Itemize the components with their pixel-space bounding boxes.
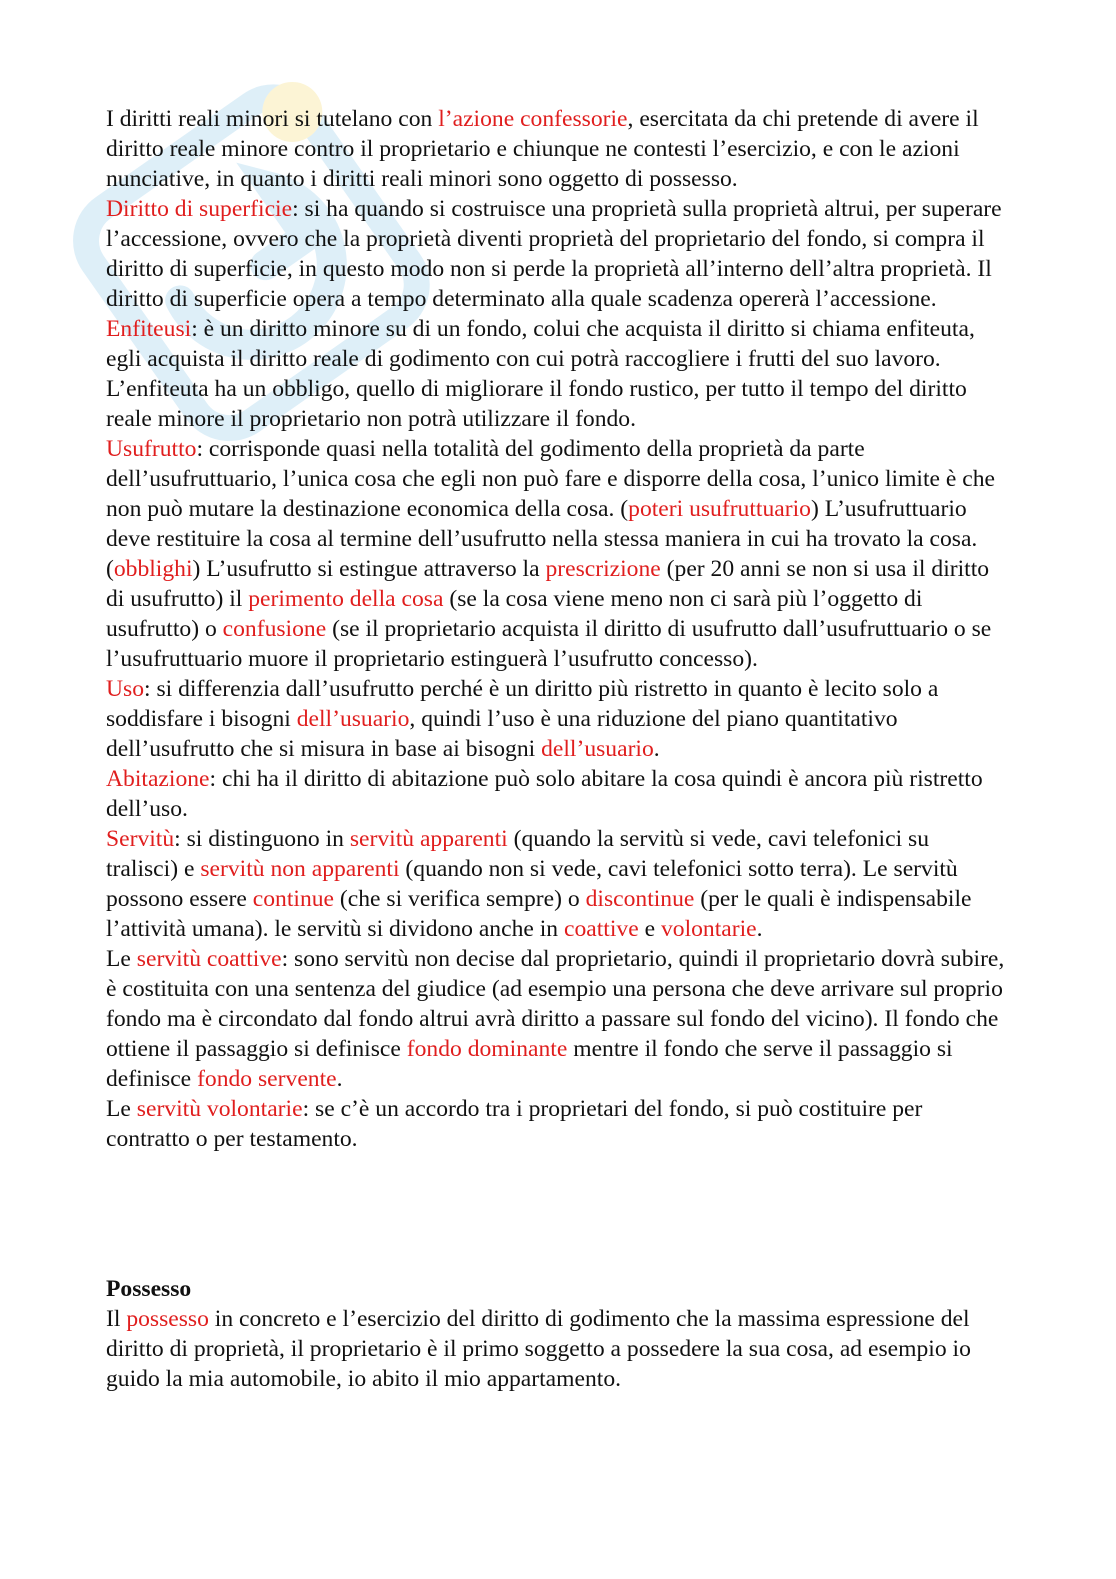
body-text: : se c’è un accordo tra i proprietari del fondo, si può costituire per contratto o per testamento.	[106, 1096, 923, 1152]
paragraph	[106, 674, 1006, 764]
paragraph	[106, 314, 1006, 434]
body-text: (per 20 anni se non si usa il diritto di usufrutto) il	[106, 556, 990, 612]
paragraph	[106, 1094, 1006, 1154]
highlighted-term: coattive	[564, 916, 639, 942]
highlighted-term: fondo dominante	[406, 1036, 568, 1062]
highlighted-term: poteri usufruttuario	[628, 496, 811, 522]
paragraph-list	[106, 104, 1006, 1154]
body-text: : si distinguono in	[174, 826, 350, 852]
body-text: in concreto e l’esercizio del diritto di godimento che la massima espressione del diritto di proprietà, il proprietario è il primo soggetto a possedere la sua cosa, ad esempio io guido la mia automobile, io abito il mio appartamento.	[106, 1306, 971, 1392]
highlighted-term: fondo servente	[197, 1066, 337, 1092]
highlighted-term: perimento della cosa	[248, 586, 444, 612]
document-body	[106, 104, 1006, 1394]
highlighted-term: l’azione confessorie	[438, 106, 628, 132]
body-text: : chi ha il diritto di abitazione può solo abitare la cosa quindi è ancora più ristretto dell’uso.	[106, 766, 983, 822]
paragraph	[106, 434, 1006, 674]
body-text: (se la cosa viene meno non ci sarà più l’oggetto di usufrutto) o	[106, 586, 923, 642]
body-text: (quando non si vede, cavi telefonici sotto terra). Le servitù possono essere	[106, 856, 958, 912]
highlighted-term: continue	[252, 886, 335, 912]
body-text: : si differenzia dall’usufrutto perché è un diritto più ristretto in quanto è lecito solo a soddisfare i bisogni	[106, 676, 939, 732]
paragraph	[106, 104, 1006, 194]
paragraph	[106, 194, 1006, 314]
highlighted-term: Uso	[106, 676, 145, 702]
highlighted-term: possesso	[126, 1306, 209, 1332]
body-text: .	[336, 1066, 343, 1092]
highlighted-term: Usufrutto	[106, 436, 197, 462]
body-text: , esercitata da chi pretende di avere il diritto reale minore contro il proprietario e chiunque ne contesti l’esercizio, e con le azioni nunciative, in quanto i diritti reali minori sono oggetto di possesso.	[106, 106, 979, 192]
highlighted-term: Abitazione	[106, 766, 210, 792]
highlighted-term: volontarie	[660, 916, 757, 942]
body-text: ) L’usufruttuario deve restituire la cosa al termine dell’usufrutto nella stessa maniera in cui ha trovato la cosa. (	[106, 496, 978, 582]
body-text: : è un diritto minore su di un fondo, colui che acquista il diritto si chiama enfiteuta, egli acquista il diritto reale di godimento con cui potrà raccogliere i frutti del suo lavoro. L’enfiteuta ha un obbligo, quello di migliorare il fondo rustico, per tutto il tempo del diritto reale minore il proprietario non potrà utilizzare il fondo.	[106, 316, 975, 432]
section-heading-possesso: Possesso	[106, 1276, 192, 1302]
highlighted-term: discontinue	[585, 886, 695, 912]
highlighted-term: Enfiteusi	[106, 316, 192, 342]
body-text: Le	[106, 1096, 137, 1122]
body-text: I diritti reali minori si tutelano con	[106, 106, 439, 132]
body-text: e	[638, 916, 661, 942]
body-text: .	[653, 736, 660, 762]
highlighted-term: dell’usuario	[296, 706, 410, 732]
body-text: : si ha quando si costruisce una proprietà sulla proprietà altrui, per superare l’accessione, ovvero che la proprietà diventi proprietà del proprietario del fondo, si compra il diritto di superficie, in questo modo non si perde la proprietà all’interno dell’altra proprietà. Il diritto di superficie opera a tempo determinato alla quale scadenza opererà l’accessione.	[106, 196, 1002, 312]
section-gap	[106, 1154, 1006, 1274]
highlighted-term: Diritto di superficie	[106, 196, 293, 222]
body-text: (che si verifica sempre) o	[334, 886, 586, 912]
body-text: .	[756, 916, 763, 942]
possesso-paragraph	[106, 1304, 1006, 1394]
body-text: , quindi l’uso è una riduzione del piano quantitativo dell’usufrutto che si misura in base ai bisogni	[106, 706, 898, 762]
highlighted-term: prescrizione	[545, 556, 661, 582]
body-text: ) L’usufrutto si estingue attraverso la	[192, 556, 546, 582]
highlighted-term: obblighi	[113, 556, 193, 582]
body-text: mentre il fondo che serve il passaggio si definisce	[106, 1036, 953, 1092]
highlighted-term: dell’usuario	[541, 736, 654, 762]
paragraph	[106, 824, 1006, 944]
highlighted-term: servitù coattive	[136, 946, 282, 972]
paragraph	[106, 944, 1006, 1094]
highlighted-term: servitù apparenti	[349, 826, 508, 852]
highlighted-term: servitù volontarie	[136, 1096, 303, 1122]
highlighted-term: servitù non apparenti	[200, 856, 400, 882]
highlighted-term: confusione	[222, 616, 327, 642]
body-text: (quando la servitù si vede, cavi telefonici su tralisci) e	[106, 826, 929, 882]
body-text: Le	[106, 946, 137, 972]
body-text: : sono servitù non decise dal proprietario, quindi il proprietario dovrà subire, è costituita con una sentenza del giudice (ad esempio una persona che deve arrivare sul proprio fondo ma è circondato dal fondo altrui avrà diritto a passare sul fondo del vicino). Il fondo che ottiene il passaggio si definisce	[106, 946, 1005, 1062]
body-text: : corrisponde quasi nella totalità del godimento della proprietà da parte dell’usufruttuario, l’unica cosa che egli non può fare e disporre della cosa, l’unico limite è che non può mutare la destinazione economica della cosa. (	[106, 436, 996, 522]
paragraph	[106, 764, 1006, 824]
body-text: (se il proprietario acquista il diritto di usufrutto dall’usufruttuario o se l’usufruttuario muore il proprietario estinguerà l’usufrutto concesso).	[106, 616, 992, 672]
body-text: (per le quali è indispensabile l’attività umana). le servitù si dividono anche in	[106, 886, 972, 942]
highlighted-term: Servitù	[106, 826, 175, 852]
body-text: Il	[106, 1306, 127, 1332]
